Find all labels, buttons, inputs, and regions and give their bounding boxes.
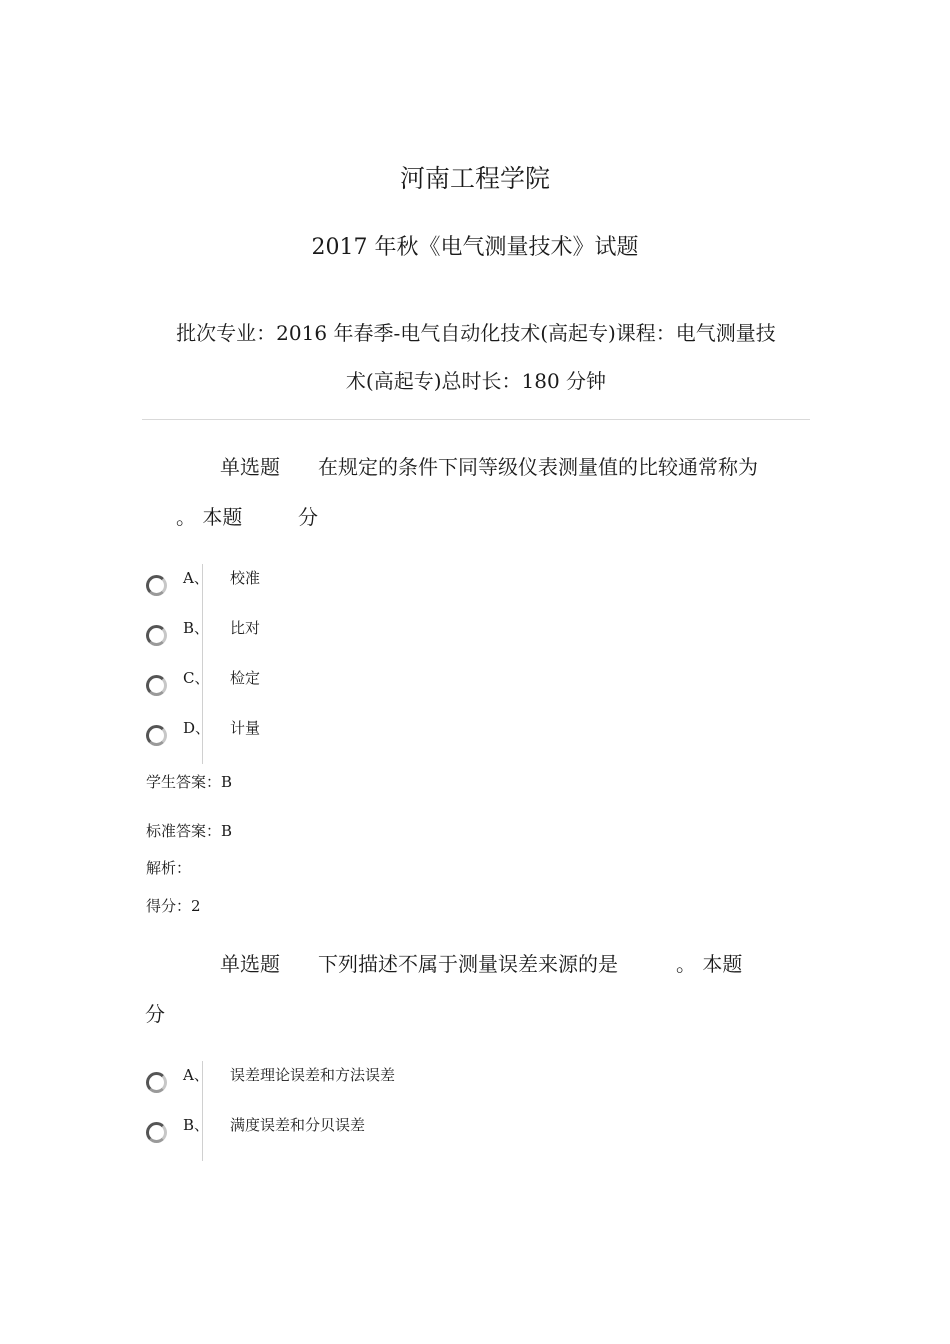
option-letter: C、	[183, 669, 210, 687]
option-text: 校准	[230, 569, 261, 587]
option-text: 计量	[230, 719, 261, 737]
option-divider	[202, 564, 203, 614]
radio-button[interactable]	[146, 1072, 167, 1093]
exam-title: 2017 年秋《电气测量技术》试题	[311, 235, 639, 260]
option-divider	[202, 714, 203, 764]
option-text: 检定	[230, 669, 261, 687]
option-text: 误差理论误差和方法误差	[230, 1066, 396, 1084]
analysis-label: 解析：	[146, 859, 192, 877]
option-b[interactable]	[146, 614, 746, 662]
option-divider	[202, 1111, 203, 1161]
question-type: 单选题	[220, 952, 280, 976]
option-letter: A、	[183, 1066, 209, 1084]
radio-button[interactable]	[146, 625, 167, 646]
option-a[interactable]	[146, 1061, 746, 1109]
question-score-unit: 分	[145, 1002, 165, 1026]
question-stem: 下列描述不属于测量误差来源的是	[318, 952, 618, 976]
radio-button[interactable]	[146, 1122, 167, 1143]
option-divider	[202, 1061, 203, 1111]
question-stem: 在规定的条件下同等级仪表测量值的比较通常称为	[318, 455, 758, 479]
option-d[interactable]	[146, 714, 746, 762]
score: 得分：2	[146, 897, 201, 915]
option-text: 比对	[230, 619, 261, 637]
standard-answer: 标准答案：B	[146, 822, 233, 840]
option-letter: B、	[183, 1116, 210, 1134]
student-answer: 学生答案：B	[146, 773, 233, 791]
option-a[interactable]	[146, 564, 746, 612]
radio-button[interactable]	[146, 675, 167, 696]
option-text: 满度误差和分贝误差	[230, 1116, 366, 1134]
option-letter: D、	[183, 719, 211, 737]
school-name: 河南工程学院	[399, 164, 550, 193]
exam-meta	[140, 309, 812, 405]
meta-line-2: 术(高起专)总时长：180 分钟	[345, 369, 607, 393]
divider	[142, 419, 810, 420]
option-c[interactable]	[146, 664, 746, 712]
option-divider	[202, 664, 203, 714]
question-stem-tail: 。 本题	[176, 505, 243, 529]
question-score-unit: 分	[298, 505, 318, 529]
meta-line-1: 批次专业：2016 年春季-电气自动化技术(高起专)课程：电气测量技	[176, 321, 776, 345]
question-type: 单选题	[220, 455, 280, 479]
option-b[interactable]	[146, 1111, 746, 1159]
question-stem-tail: 。 本题	[676, 952, 743, 976]
option-letter: A、	[183, 569, 209, 587]
radio-button[interactable]	[146, 575, 167, 596]
option-divider	[202, 614, 203, 664]
option-letter: B、	[183, 619, 210, 637]
radio-button[interactable]	[146, 725, 167, 746]
